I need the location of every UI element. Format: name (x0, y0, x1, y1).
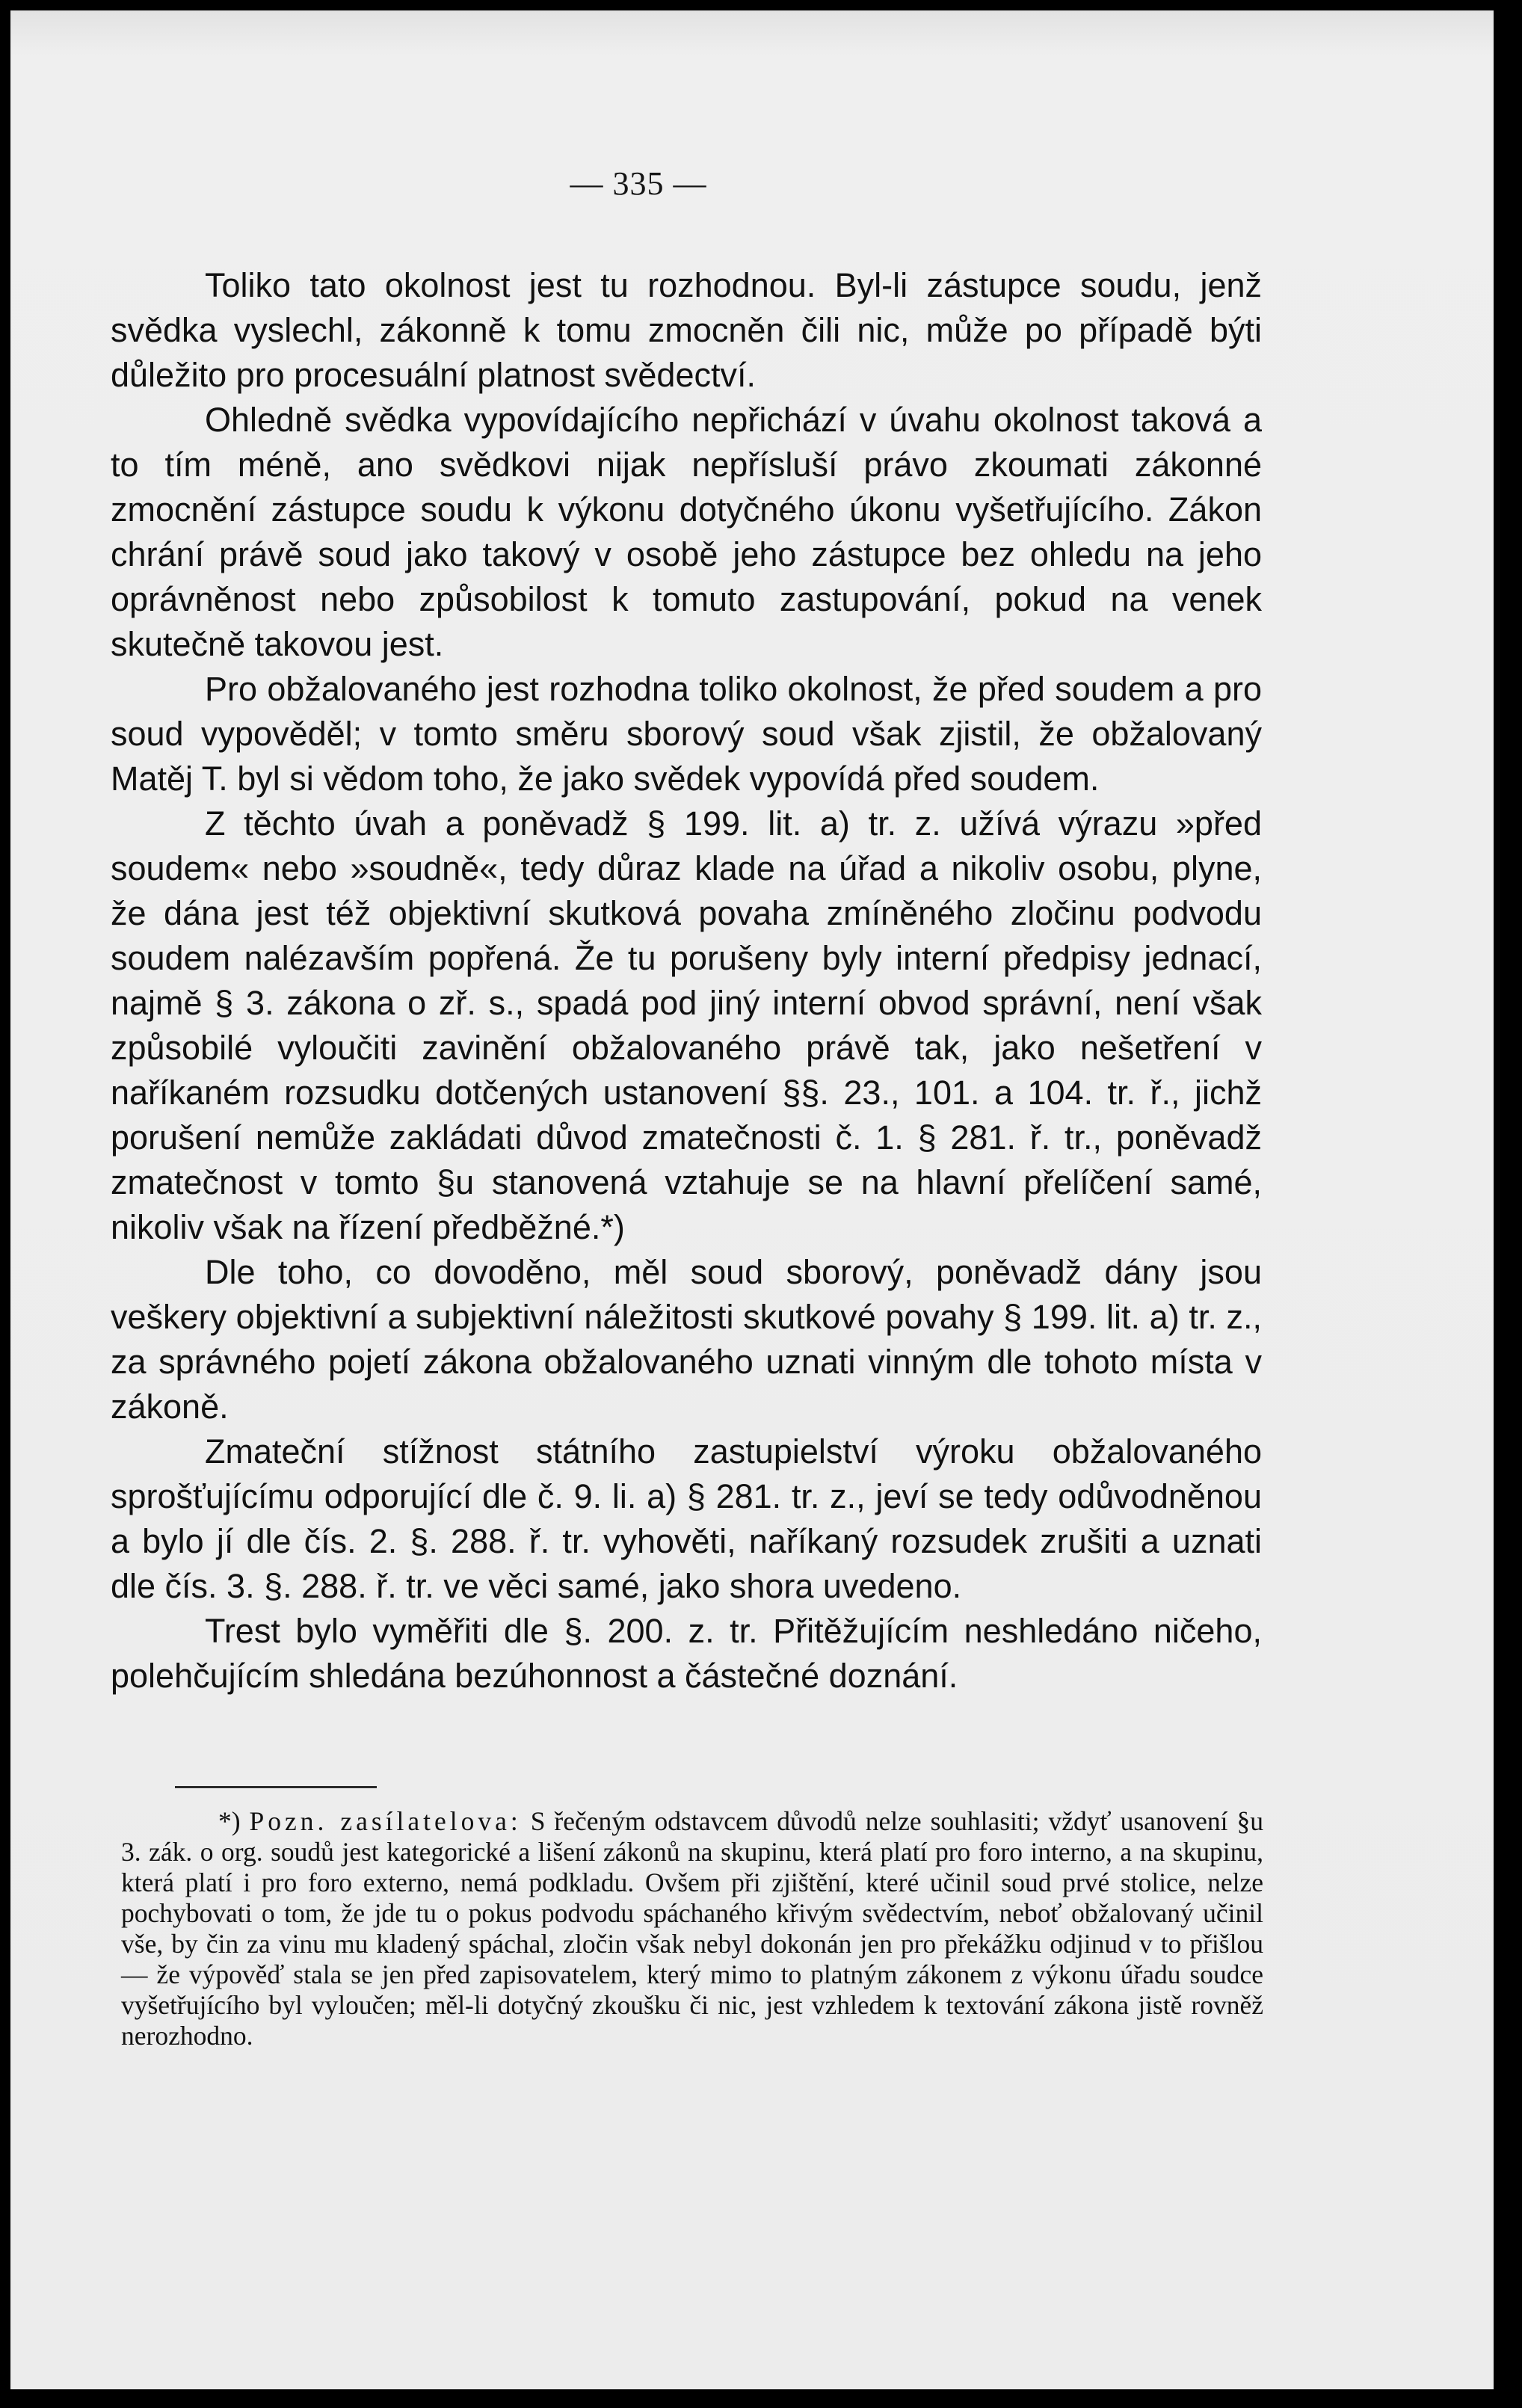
footnote (121, 1806, 1263, 2051)
footnote-divider (175, 1786, 377, 1788)
page-number: — 335 — (570, 165, 707, 202)
paragraph: Pro obžalovaného jest rozhodna toliko okolnost, že před soudem a pro soud vypověděl; v tomto směru sborový soud však zjistil, že obžalovaný Matěj T. byl si vědom toho, že jako svědek vypovídá před soudem. (111, 670, 1262, 798)
paragraph: Toliko tato okolnost jest tu rozhodnou. Byl-li zástupce soudu, jenž svědka vyslechl, zákonně k tomu zmocněn čili nic, může po případě býti důležito pro procesuální platnost svědectví. (111, 266, 1262, 394)
paragraph: Ohledně svědka vypovídajícího nepřichází v úvahu okolnost taková a to tím méně, ano svědkovi nijak nepřísluší právo zkoumati zákonné zmocnění zástupce soudu k výkonu dotyčného úkonu vyšetřujícího. Zákon chrání právě soud jako takový v osobě jeho zástupce bez ohledu na jeho oprávněnost nebo způsobilost k tomuto zastupování, pokud na venek skutečně takovou jest. (111, 401, 1262, 663)
paragraph: Dle toho, co dovoděno, měl soud sborový, poněvadž dány jsou veškery objektivní a subjektivní náležitosti skutkové povahy § 199. lit. a) tr. z., za správného pojetí zákona obžalovaného uznati vinným dle tohoto místa v zákoně. (111, 1253, 1262, 1426)
book-page (10, 10, 1494, 2389)
paragraph: Trest bylo vyměřiti dle §. 200. z. tr. Přitěžujícím neshledáno ničeho, polehčujícím shledána bezúhonnost a částečné doznání. (111, 1612, 1262, 1695)
footnote-text: S řečeným odstavcem důvodů nelze souhlasiti; vždyť usanovení §u 3. zák. o org. soudů jest kategorické a lišení zákonů na skupinu, která platí pro foro interno, a na skupinu, která platí i pro foro externo, nemá podkladu. Ovšem při zjištění, které učinil soud prvé stolice, nelze pochybovati o tom, že jde tu o pokus podvodu spáchaného křivým svědectvím, neboť obžalovaný učinil vše, by čin za vinu mu kladený spáchal, zločin však nebyl dokonán jen pro překážku odjinud v to přišlou — že výpověď stala se jen před zapisovatelem, který mimo to platným zákonem z výkonu úřadu soudce vyšetřujícího byl vyloučen; měl-li dotyčný zkoušku či nic, jest vzhledem k textování zákona jistě rovněž nerozhodno. (121, 1806, 1263, 2051)
paragraph: Z těchto úvah a poněvadž § 199. lit. a) tr. z. užívá výrazu »před soudem« nebo »soudně«, tedy důraz klade na úřad a nikoliv osobu, plyne, že dána jest též objektivní skutková povaha zmíněného zločinu podvodu soudem nalézavším popřená. Že tu porušeny byly interní předpisy jednací, najmě § 3. zákona o zř. s., spadá pod jiný interní obvod správní, není však způsobilé vyloučiti zavinění obžalovaného právě tak, jako nešetření v naříkaném rozsudku dotčených ustanovení §§. 23., 101. a 104. tr. ř., jichž porušení nemůže zakládati důvod zmatečnosti č. 1. § 281. ř. tr., poněvadž zmatečnost v tomto §u stanovená vztahuje se na hlavní přelíčení samé, nikoliv však na řízení předběžné.*) (111, 804, 1262, 1246)
main-text (111, 263, 1262, 1699)
footnote-label: Pozn. zasílatelova: (249, 1806, 522, 1836)
paragraph: Zmateční stížnost státního zastupielství výroku obžalovaného sprošťujícímu odporující dle č. 9. li. a) § 281. tr. z., jeví se tedy odůvodněnou a bylo jí dle čís. 2. §. 288. ř. tr. vyhověti, naříkaný rozsudek zrušiti a uznati dle čís. 3. §. 288. ř. tr. ve věci samé, jako shora uvedeno. (111, 1432, 1262, 1605)
footnote-marker: *) (218, 1806, 250, 1836)
